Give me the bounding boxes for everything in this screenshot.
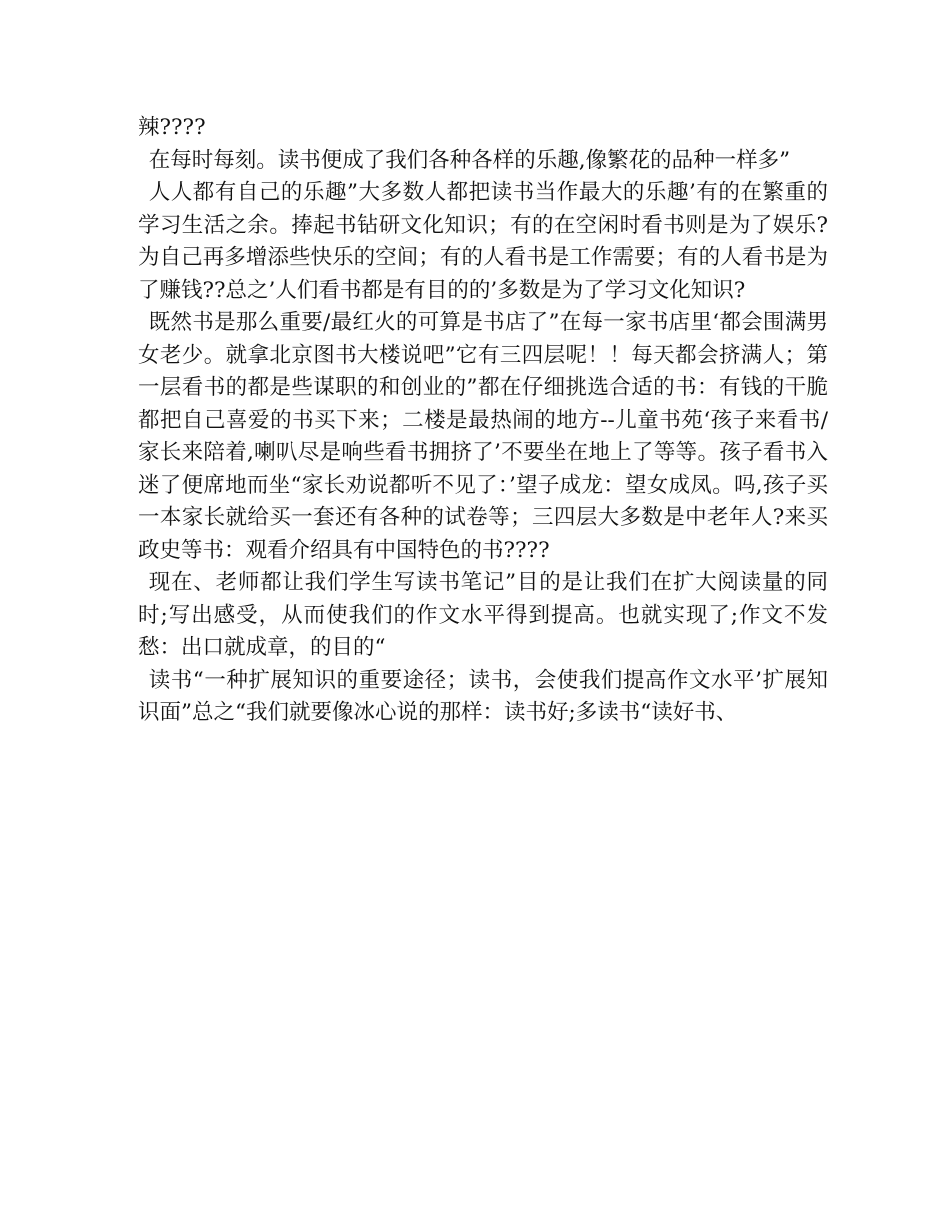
paragraph-6: 读书“一种扩展知识的重要途径；读书，会使我们提高作文水平’扩展知识面”总之“我们就要像冰心说的那样：读书好;多读书“读好书、 [138,667,828,725]
paragraph-4: 既然书是那么重要/最红火的可算是书店了”在每一家书店里‘都会围满男女老少。就拿北京图书大楼说吧”它有三四层呢！！每天都会挤满人；第一层看书的都是些谋职的和创业的”都在仔细挑选合适的书：有钱的干脆都把自己喜爱的书买下来；二楼是最热闹的地方--儿童书苑‘孩子来看书/家长来陪着,喇叭尽是响些看书拥挤了’不要坐在地上了等等。孩子看书入迷了便席地而坐“家长劝说都听不见了：’望子成龙：望女成凤。吗,孩子买一本家长就给买一套还有各种的试卷等；三四层大多数是中老年人?来买政史等书：观看介绍具有中国特色的书???? [138,310,828,563]
paragraph-2: 在每时每刻。读书便成了我们各种各样的乐趣,像繁花的品种一样多” [148,147,791,173]
paragraph-5: 现在、老师都让我们学生写读书笔记”目的是让我们在扩大阅读量的同时;写出感受，从而使我们的作文水平得到提高。也就实现了;作文不发愁：出口就成章，的目的“ [138,570,828,660]
document-body [138,112,828,730]
paragraph-3: 人人都有自己的乐趣”大多数人都把读书当作最大的乐趣’有的在繁重的学习生活之余。捧起书钻研文化知识；有的在空闲时看书则是为了娱乐?为自己再多增添些快乐的空间；有的人看书是工作需要；有的人看书是为了赚钱??总之’人们看书都是有目的的’多数是为了学习文化知识? [138,180,828,303]
paragraph-1: 辣???? [138,115,206,140]
